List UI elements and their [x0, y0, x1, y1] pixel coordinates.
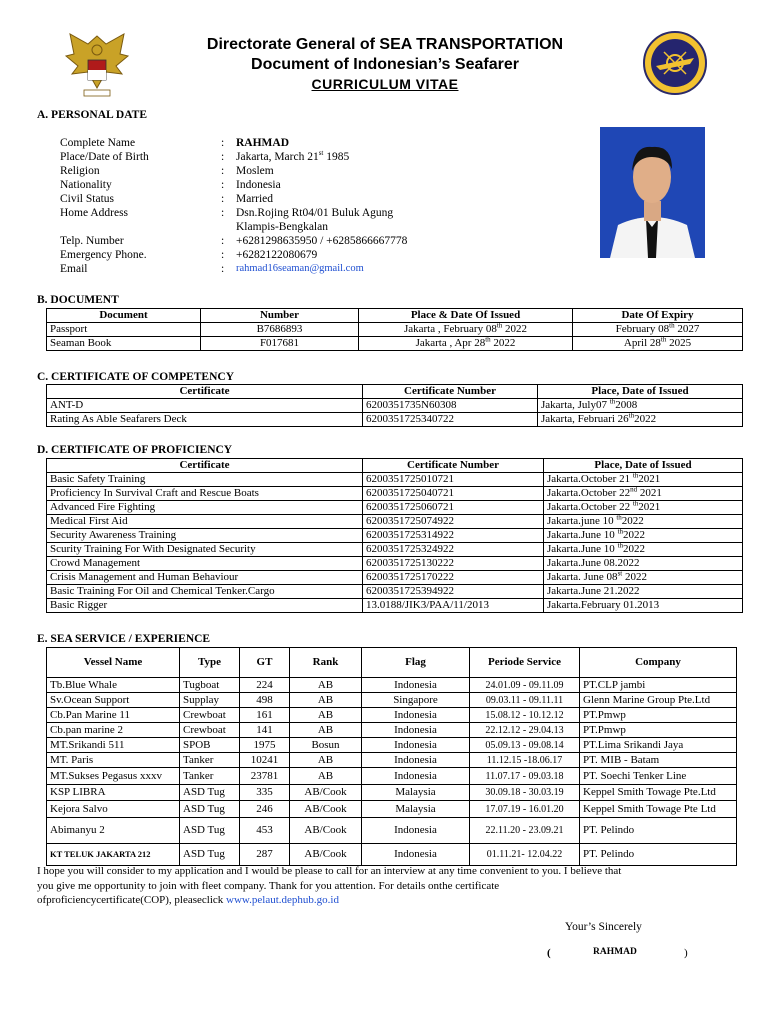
transport-ministry-logo-icon — [642, 30, 708, 96]
personal-value: RAHMAD — [236, 137, 290, 149]
table-cell: 6200351725324922 — [363, 543, 544, 557]
table-header-cell: Place & Date Of Issued — [359, 309, 573, 323]
table-cell: AB — [290, 753, 362, 768]
table-cell: 6200351725314922 — [363, 529, 544, 543]
table-cell: F017681 — [201, 337, 359, 351]
table-row — [47, 543, 743, 557]
table-row — [47, 571, 743, 585]
table-row — [47, 785, 737, 801]
table-cell: 24.01.09 - 09.11.09 — [470, 678, 580, 693]
pelaut-link[interactable]: www.pelaut.dephub.go.id — [226, 894, 339, 906]
header-title-line1: Directorate General of SEA TRANSPORTATION — [206, 36, 564, 53]
table-cell: Kejora Salvo — [47, 801, 180, 818]
signature-name: RAHMAD — [593, 947, 637, 957]
table-header-cell: Vessel Name — [47, 648, 180, 678]
table-cell: Proficiency In Survival Craft and Rescue Boats — [47, 487, 363, 501]
signature-close-paren: ) — [684, 947, 688, 959]
table-cell: Singapore — [362, 693, 470, 708]
personal-label: Nationality — [60, 179, 112, 191]
table-cell: 6200351725340722 — [363, 413, 538, 427]
table-row — [47, 529, 743, 543]
table-cell: Jakarta , Apr 28th 2022 — [359, 337, 573, 351]
table-row — [47, 599, 743, 613]
table-cell: AB — [290, 678, 362, 693]
personal-label: Home Address — [60, 207, 129, 219]
table-cell: AB/Cook — [290, 844, 362, 866]
table-cell: Malaysia — [362, 785, 470, 801]
table-cell: 224 — [240, 678, 290, 693]
table-row — [47, 487, 743, 501]
table-cell: ASD Tug — [180, 844, 240, 866]
personal-label: Religion — [60, 165, 100, 177]
table-header-cell: Certificate Number — [363, 459, 544, 473]
table-header-cell: Flag — [362, 648, 470, 678]
table-cell: KSP LIBRA — [47, 785, 180, 801]
personal-label: Place/Date of Birth — [60, 151, 149, 163]
closing-line-3 — [37, 893, 737, 908]
table-cell: Jakarta.October 22 $^{th}$2021 — [544, 501, 743, 515]
section-document-title: B. DOCUMENT — [37, 294, 119, 306]
table-cell: 05.09.13 - 09.08.14 — [470, 738, 580, 753]
table-cell: Tugboat — [180, 678, 240, 693]
table-header-cell: Rank — [290, 648, 362, 678]
table-cell: Jakarta.October 22nd 2021 — [544, 487, 743, 501]
table-header-cell: Place, Date of Issued — [544, 459, 743, 473]
table-cell: ASD Tug — [180, 801, 240, 818]
table-cell: Basic Training For Oil and Chemical Tenker.Cargo — [47, 585, 363, 599]
table-cell: KT TELUK JAKARTA 212 — [47, 844, 180, 866]
table-cell: Indonesia — [362, 818, 470, 844]
section-competency-title: C. CERTIFICATE OF COMPETENCY — [37, 371, 235, 383]
table-row — [47, 738, 737, 753]
table-row — [47, 501, 743, 515]
table-row — [47, 844, 737, 866]
table-cell: Passport — [47, 323, 201, 337]
table-row — [47, 801, 737, 818]
table-cell: 6200351725074922 — [363, 515, 544, 529]
table-cell: MT.Srikandi 511 — [47, 738, 180, 753]
sea-service-table — [46, 647, 737, 866]
personal-colon: : — [221, 151, 225, 163]
table-row — [47, 473, 743, 487]
table-cell: PT.Pmwp — [580, 723, 737, 738]
table-cell: Advanced Fire Fighting — [47, 501, 363, 515]
table-cell: Tanker — [180, 753, 240, 768]
personal-colon: : — [221, 165, 225, 177]
table-cell: 13.0188/JIK3/PAA/11/2013 — [363, 599, 544, 613]
table-cell: Jakarta.June 21.2022 — [544, 585, 743, 599]
table-header-cell: Type — [180, 648, 240, 678]
table-row — [47, 693, 737, 708]
personal-label: Civil Status — [60, 193, 114, 205]
table-cell: Indonesia — [362, 753, 470, 768]
table-cell: 498 — [240, 693, 290, 708]
table-header-cell: Place, Date of Issued — [538, 385, 743, 399]
table-cell: Supplay — [180, 693, 240, 708]
table-cell: Jakarta , February 08th 2022 — [359, 323, 573, 337]
table-header-cell: Document — [47, 309, 201, 323]
personal-colon: : — [221, 207, 225, 219]
table-cell: Security Awareness Training — [47, 529, 363, 543]
section-sea-service-title: E. SEA SERVICE / EXPERIENCE — [37, 633, 211, 645]
personal-label: Telp. Number — [60, 235, 124, 247]
table-cell: 11.07.17 - 09.03.18 — [470, 768, 580, 785]
closing-line-3-text: ofproficiencycertificate(COP), pleaseclick — [37, 894, 227, 906]
table-cell: February 08th 2027 — [573, 323, 743, 337]
table-cell: 141 — [240, 723, 290, 738]
table-row — [47, 818, 737, 844]
table-cell: Scurity Training For With Designated Security — [47, 543, 363, 557]
profile-photo — [600, 127, 705, 258]
table-row — [47, 337, 743, 351]
table-row — [47, 708, 737, 723]
table-row — [47, 768, 737, 785]
personal-value: Moslem — [236, 165, 274, 177]
yours-sincerely: Your’s Sincerely — [565, 921, 642, 933]
personal-colon: : — [221, 263, 225, 275]
table-cell: 453 — [240, 818, 290, 844]
table-cell: 01.11.21- 12.04.22 — [470, 844, 580, 866]
table-row — [47, 323, 743, 337]
table-header-cell: Periode Service — [470, 648, 580, 678]
proficiency-table — [46, 458, 743, 613]
table-cell: Basic Rigger — [47, 599, 363, 613]
personal-colon: : — [221, 249, 225, 261]
table-cell: 10241 — [240, 753, 290, 768]
table-cell: ASD Tug — [180, 785, 240, 801]
personal-value: Klampis-Bengkalan — [236, 221, 328, 233]
table-cell: 17.07.19 - 16.01.20 — [470, 801, 580, 818]
table-header-cell: Number — [201, 309, 359, 323]
table-cell: B7686893 — [201, 323, 359, 337]
table-cell: Jakarta.June 10 $^{th}$2022 — [544, 529, 743, 543]
table-cell: 11.12.15 -18.06.17 — [470, 753, 580, 768]
table-cell: Jakarta.February 01.2013 — [544, 599, 743, 613]
table-row — [47, 678, 737, 693]
table-cell: AB/Cook — [290, 801, 362, 818]
table-cell: Indonesia — [362, 844, 470, 866]
table-cell: PT.CLP jambi — [580, 678, 737, 693]
table-cell: AB/Cook — [290, 785, 362, 801]
table-cell: Keppel Smith Towage Pte Ltd — [580, 801, 737, 818]
personal-colon: : — [221, 179, 225, 191]
personal-label: Complete Name — [60, 137, 136, 149]
table-cell: Medical First Aid — [47, 515, 363, 529]
personal-colon: : — [221, 235, 225, 247]
table-cell: Jakarta. June 08st 2022 — [544, 571, 743, 585]
signature-open-paren: ( — [547, 947, 551, 959]
table-cell: PT. Pelindo — [580, 844, 737, 866]
section-personal-title: A. PERSONAL DATE — [37, 109, 148, 121]
table-cell: Jakarta.June 08.2022 — [544, 557, 743, 571]
table-cell: PT. Soechi Tenker Line — [580, 768, 737, 785]
table-cell: 287 — [240, 844, 290, 866]
table-row — [47, 557, 743, 571]
table-cell: 23781 — [240, 768, 290, 785]
closing-line-1: I hope you will consider to my application and I would be please to call for an interview at any time convenient to you. I believe that — [37, 865, 622, 877]
personal-label: Email — [60, 263, 88, 275]
personal-colon: : — [221, 193, 225, 205]
table-cell: AB — [290, 768, 362, 785]
table-cell: AB/Cook — [290, 818, 362, 844]
table-cell: 15.08.12 - 10.12.12 — [470, 708, 580, 723]
table-cell: Indonesia — [362, 723, 470, 738]
table-cell: 6200351735N60308 — [363, 399, 538, 413]
table-cell: AB — [290, 693, 362, 708]
table-cell: 22.12.12 - 29.04.13 — [470, 723, 580, 738]
competency-table — [46, 384, 743, 427]
closing-line-2: you give me opportunity to join with fleet company. Thank for you attention. For details onthe certificate — [37, 879, 500, 892]
table-cell: PT.Lima Srikandi Jaya — [580, 738, 737, 753]
table-cell: 246 — [240, 801, 290, 818]
table-cell: 6200351725130222 — [363, 557, 544, 571]
personal-value: +6281298635950 / +6285866667778 — [236, 235, 408, 247]
table-cell: Jakarta.June 10 $^{th}$2022 — [544, 543, 743, 557]
table-cell: Crowd Management — [47, 557, 363, 571]
table-row — [47, 723, 737, 738]
table-cell: 6200351725060721 — [363, 501, 544, 515]
table-cell: Malaysia — [362, 801, 470, 818]
header-title-cv: CURRICULUM VITAE — [311, 76, 459, 92]
table-cell: ASD Tug — [180, 818, 240, 844]
table-cell: Cb.Pan Marine 11 — [47, 708, 180, 723]
table-row — [47, 515, 743, 529]
table-header-cell: Company — [580, 648, 737, 678]
document-table — [46, 308, 743, 351]
table-cell: 30.09.18 - 30.03.19 — [470, 785, 580, 801]
table-cell: Glenn Marine Group Pte.Ltd — [580, 693, 737, 708]
table-cell: Rating As Able Seafarers Deck — [47, 413, 363, 427]
garuda-emblem-icon — [58, 26, 136, 104]
table-cell: Crisis Management and Human Behaviour — [47, 571, 363, 585]
personal-value: Dsn.Rojing Rt04/01 Buluk Agung — [236, 207, 394, 219]
table-row — [47, 753, 737, 768]
personal-value: Married — [236, 193, 274, 205]
table-cell: 6200351725010721 — [363, 473, 544, 487]
table-cell: Bosun — [290, 738, 362, 753]
table-cell: Sv.Ocean Support — [47, 693, 180, 708]
personal-value: Jakarta, March 21st 1985 — [236, 149, 350, 163]
table-cell: AB — [290, 708, 362, 723]
table-cell: Jakarta.October 21 $^{th}$2021 — [544, 473, 743, 487]
table-cell: 6200351725040721 — [363, 487, 544, 501]
table-cell: 09.03.11 - 09.11.11 — [470, 693, 580, 708]
section-proficiency-title: D. CERTIFICATE OF PROFICIENCY — [37, 444, 233, 456]
table-cell: PT. Pelindo — [580, 818, 737, 844]
table-cell: Jakarta, Februari 26th2022 — [538, 413, 743, 427]
table-cell: 335 — [240, 785, 290, 801]
table-cell: Tb.Blue Whale — [47, 678, 180, 693]
table-cell: Tanker — [180, 768, 240, 785]
table-cell: Indonesia — [362, 768, 470, 785]
table-row — [47, 585, 743, 599]
personal-value: Indonesia — [236, 179, 281, 191]
table-header-cell: Certificate Number — [363, 385, 538, 399]
header-title-line2: Document of Indonesian’s Seafarer — [251, 56, 519, 73]
table-cell: MT. Paris — [47, 753, 180, 768]
table-header-cell: Certificate — [47, 459, 363, 473]
table-header-cell: GT — [240, 648, 290, 678]
closing-paragraph — [37, 864, 737, 908]
table-row — [47, 413, 743, 427]
table-cell: Indonesia — [362, 708, 470, 723]
table-cell: Indonesia — [362, 738, 470, 753]
personal-value[interactable]: rahmad16seaman@gmail.com — [236, 263, 364, 274]
table-header-cell: Certificate — [47, 385, 363, 399]
table-cell: 22.11.20 - 23.09.21 — [470, 818, 580, 844]
table-header-cell: Date Of Expiry — [573, 309, 743, 323]
table-cell: April 28th 2025 — [573, 337, 743, 351]
table-cell: Jakarta.june 10 $^{th}$2022 — [544, 515, 743, 529]
table-cell: Basic Safety Training — [47, 473, 363, 487]
table-cell: Abimanyu 2 — [47, 818, 180, 844]
table-cell: PT. MIB - Batam — [580, 753, 737, 768]
table-cell: 6200351725394922 — [363, 585, 544, 599]
table-cell: AB — [290, 723, 362, 738]
personal-colon: : — [221, 137, 225, 149]
table-cell: MT.Sukses Pegasus xxxv — [47, 768, 180, 785]
table-cell: Crewboat — [180, 708, 240, 723]
personal-value: +6282122080679 — [236, 249, 318, 261]
table-cell: Indonesia — [362, 678, 470, 693]
table-cell: Jakarta, July07 $^{th}$2008 — [538, 399, 743, 413]
table-cell: Crewboat — [180, 723, 240, 738]
personal-label: Emergency Phone. — [60, 249, 147, 261]
table-cell: Seaman Book — [47, 337, 201, 351]
table-cell: 1975 — [240, 738, 290, 753]
table-cell: SPOB — [180, 738, 240, 753]
table-cell: Keppel Smith Towage Pte.Ltd — [580, 785, 737, 801]
table-row — [47, 399, 743, 413]
table-cell: PT.Pmwp — [580, 708, 737, 723]
table-cell: 161 — [240, 708, 290, 723]
table-cell: 6200351725170222 — [363, 571, 544, 585]
table-cell: Cb.pan marine 2 — [47, 723, 180, 738]
table-cell: ANT-D — [47, 399, 363, 413]
